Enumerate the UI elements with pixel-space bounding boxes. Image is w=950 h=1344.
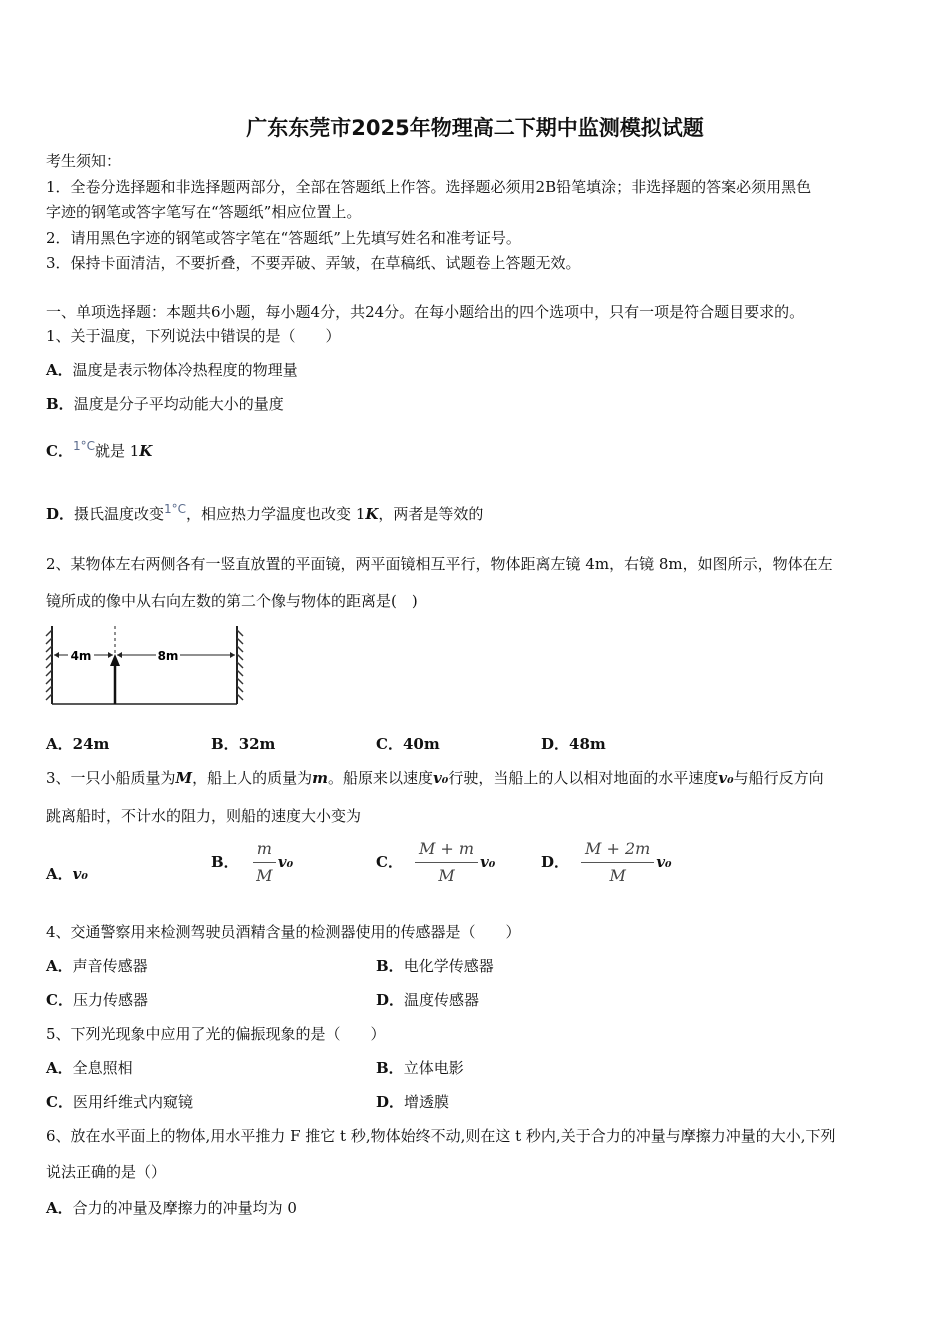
denominator: M — [438, 865, 455, 885]
notice-item: 字迹的钢笔或答字笔写在“答题纸”相应位置上。 — [46, 203, 362, 221]
q5-option-b — [376, 1057, 464, 1079]
numerator: M + m — [415, 838, 478, 863]
q3-option-b — [211, 838, 293, 886]
page-title: 广东东莞市2025年物理高二下期中监测模拟试题 — [246, 116, 704, 140]
option-text: 声音传感器 — [72, 957, 148, 975]
option-label: A． — [46, 865, 73, 883]
q2-option-c — [376, 733, 440, 755]
dim-arrowhead — [54, 652, 59, 658]
q1-option-d — [46, 503, 483, 526]
question-1-stem: 1、关于温度，下列说法中错误的是（ ） — [46, 327, 341, 345]
option-label: B． — [46, 395, 74, 413]
option-label: D． — [541, 735, 570, 753]
var-v0: v₀ — [718, 769, 734, 787]
option-label: D． — [541, 853, 570, 871]
notice-heading: 考生须知： — [46, 152, 122, 170]
notice-item: 3．保持卡面清洁，不要折叠，不要弄破、弄皱，在草稿纸、试题卷上答题无效。 — [46, 254, 581, 272]
q3-option-a — [46, 863, 88, 885]
option-label: A． — [46, 1059, 73, 1077]
stem-text: 行驶，当船上的人以相对地面的水平速度 — [448, 769, 719, 787]
option-text: 24m — [72, 735, 110, 753]
question-2-stem: 2、某物体左右两侧各有一竖直放置的平面镜，两平面镜相互平行，物体距离左镜 4m，右镜 8m，如图所示，物体在左 — [46, 555, 833, 573]
option-label: D． — [376, 991, 405, 1009]
var-v0: v₀ — [433, 769, 449, 787]
q2-option-b — [211, 733, 275, 755]
question-3-stem — [46, 767, 824, 789]
option-text: 40m — [402, 735, 440, 753]
option-text: 32m — [238, 735, 276, 753]
stem-text: ，船上人的质量为 — [192, 769, 313, 787]
option-label: C． — [376, 735, 403, 753]
option-label: A． — [46, 735, 73, 753]
stem-text: 。船原来以速度 — [328, 769, 434, 787]
q1-option-a — [46, 359, 298, 381]
option-text: 温度是表示物体冷热程度的物理量 — [72, 361, 298, 379]
var-v0: v₀ — [656, 853, 672, 871]
option-label: D． — [46, 505, 75, 523]
q1-option-b — [46, 393, 284, 415]
option-text: 医用纤维式内窥镜 — [72, 1093, 193, 1111]
dim-label-left: 4m — [70, 649, 92, 663]
notice-item: 1．全卷分选择题和非选择题两部分，全部在答题纸上作答。选择题必须用2B铅笔填涂；非选择题的答案必须用黑色 — [46, 178, 812, 196]
mirror-diagram — [44, 622, 248, 708]
numerator: m — [253, 838, 276, 863]
option-label: A． — [46, 957, 73, 975]
q5-option-d — [376, 1091, 449, 1113]
option-text: 电化学传感器 — [403, 957, 494, 975]
dim-label-right: 8m — [157, 649, 179, 663]
unit: K — [139, 442, 153, 460]
denominator: M — [256, 865, 273, 885]
fraction — [415, 838, 478, 887]
dim-arrowhead — [230, 652, 235, 658]
denominator: M — [609, 865, 626, 885]
question-3-stem-line2: 跳离船时，不计水的阻力，则船的速度大小变为 — [46, 807, 362, 825]
unit: K — [365, 505, 379, 523]
dim-arrowhead — [117, 652, 122, 658]
q5-option-c — [46, 1091, 193, 1113]
q4-option-c — [46, 989, 148, 1011]
formula-image: 1°C — [72, 439, 95, 453]
var-m: m — [312, 769, 329, 787]
option-text: 就是 1 — [94, 442, 140, 460]
question-6-stem-line2: 说法正确的是（） — [46, 1163, 167, 1181]
stem-text: 与船行反方向 — [733, 769, 824, 787]
option-text: v₀ — [72, 865, 88, 883]
option-label: D． — [376, 1093, 405, 1111]
question-6-stem: 6、放在水平面上的物体,用水平推力 F 推它 t 秒,物体始终不动,则在这 t 秒内,关于合力的冲量与摩擦力冲量的大小,下列 — [46, 1127, 836, 1145]
option-text: 48m — [569, 735, 606, 753]
var-M: M — [175, 769, 193, 787]
q3-option-c — [376, 838, 495, 886]
q3-option-d — [541, 838, 672, 886]
q4-option-b — [376, 955, 494, 977]
q2-option-d — [541, 733, 606, 755]
numerator: M + 2m — [581, 838, 654, 863]
option-label: C． — [46, 1093, 73, 1111]
question-4-stem: 4、交通警察用来检测驾驶员酒精含量的检测器使用的传感器是（ ） — [46, 923, 521, 941]
q1-option-c — [46, 440, 152, 463]
option-label: A． — [46, 1199, 73, 1217]
stem-text: 3、一只小船质量为 — [46, 769, 176, 787]
option-text: 立体电影 — [403, 1059, 464, 1077]
question-5-stem: 5、下列光现象中应用了光的偏振现象的是（ ） — [46, 1025, 386, 1043]
q4-option-d — [376, 989, 479, 1011]
option-text: 温度是分子平均动能大小的量度 — [73, 395, 284, 413]
option-label: C． — [46, 442, 73, 460]
option-text: ，相应热力学温度也改变 1 — [186, 505, 366, 523]
option-label: B． — [376, 1059, 404, 1077]
q5-option-a — [46, 1057, 133, 1079]
option-text: 合力的冲量及摩擦力的冲量均为 0 — [72, 1199, 297, 1217]
fraction — [581, 838, 654, 887]
q4-option-a — [46, 955, 148, 977]
option-text: 温度传感器 — [404, 991, 480, 1009]
option-text: 压力传感器 — [72, 991, 148, 1009]
option-label: C． — [376, 853, 403, 871]
option-label: B． — [211, 853, 239, 871]
var-v0: v₀ — [277, 853, 294, 871]
option-label: B． — [211, 735, 239, 753]
dim-arrowhead — [108, 652, 113, 658]
q2-option-a — [46, 733, 109, 755]
var-v0: v₀ — [480, 853, 496, 871]
option-text: 摄氏温度改变 — [74, 505, 165, 523]
option-label: C． — [46, 991, 73, 1009]
option-label: A． — [46, 361, 73, 379]
question-2-stem-line2: 镜所成的像中从右向左数的第二个像与物体的距离是( ) — [46, 592, 418, 610]
notice-item: 2．请用黑色字迹的钢笔或答字笔在“答题纸”上先填写姓名和准考证号。 — [46, 229, 521, 247]
option-text: 增透膜 — [404, 1093, 450, 1111]
formula-image: 1°C — [164, 502, 187, 516]
option-text: ，两者是等效的 — [378, 505, 484, 523]
option-text: 全息照相 — [72, 1059, 133, 1077]
q6-option-a — [46, 1197, 297, 1219]
section-heading: 一、单项选择题：本题共6小题，每小题4分，共24分。在每小题给出的四个选项中，只有一项是符合题目要求的。 — [46, 303, 805, 321]
option-label: B． — [376, 957, 404, 975]
fraction — [253, 838, 276, 887]
